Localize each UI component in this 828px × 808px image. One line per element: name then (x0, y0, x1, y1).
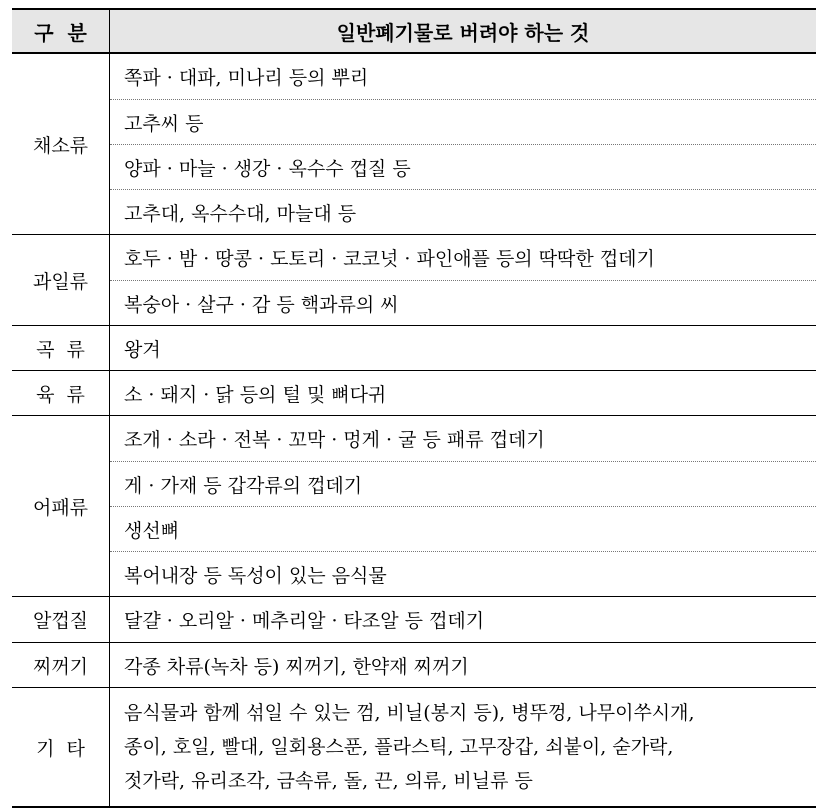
waste-classification-table (12, 8, 816, 808)
list-item: 복숭아 · 살구 · 감 등 핵과류의 씨 (110, 280, 816, 325)
category-label: 육 류 (12, 371, 110, 415)
category-row-seafood (12, 415, 816, 596)
category-label: 곡 류 (12, 326, 110, 370)
list-item: 조개 · 소라 · 전복 · 꼬막 · 멍게 · 굴 등 패류 껍데기 (124, 429, 545, 451)
category-label: 알껍질 (12, 597, 110, 642)
header-category: 구 분 (12, 10, 110, 52)
list-item: 게 · 가재 등 갑각류의 껍데기 (110, 461, 816, 506)
category-row-residue (12, 642, 816, 687)
paragraph-line: 종이, 호일, 빨대, 일회용스푼, 플라스틱, 고무장갑, 쇠붙이, 숟가락, (124, 736, 674, 758)
list-item: 호두 · 밤 · 땅콩 · 도토리 · 코코넛 · 파인애플 등의 딱딱한 껍데기 (124, 248, 655, 270)
category-row-meat (12, 370, 816, 415)
item-list (110, 54, 816, 234)
item-list (110, 643, 816, 687)
category-label: 과일류 (12, 235, 110, 325)
category-row-grains (12, 325, 816, 370)
list-item: 달걀 · 오리알 · 메추리알 · 타조알 등 껍데기 (124, 610, 485, 632)
list-item: 쪽파 · 대파, 미나리 등의 뿌리 (124, 67, 369, 89)
item-list (110, 326, 816, 370)
table-header-row (12, 10, 816, 53)
category-label: 기 타 (12, 688, 110, 806)
list-item: 소 · 돼지 · 닭 등의 털 및 뼈다귀 (124, 383, 387, 406)
list-item: 왕겨 (124, 338, 161, 361)
category-label: 어패류 (12, 416, 110, 596)
category-row-others (12, 687, 816, 806)
category-row-vegetables (12, 53, 816, 234)
list-item: 복어내장 등 독성이 있는 음식물 (110, 551, 816, 596)
item-list (110, 371, 816, 415)
list-item: 고추대, 옥수수대, 마늘대 등 (110, 189, 816, 234)
item-list (110, 416, 816, 596)
list-item: 양파 · 마늘 · 생강 · 옥수수 껍질 등 (110, 144, 816, 189)
paragraph-line: 음식물과 함께 섞일 수 있는 껌, 비닐(봉지 등), 병뚜껑, 나무이쑤시개, (124, 702, 695, 724)
item-list (110, 597, 816, 642)
list-item: 생선뼈 (110, 506, 816, 551)
category-row-eggshells (12, 596, 816, 642)
paragraph-line: 젓가락, 유리조각, 금속류, 돌, 끈, 의류, 비닐류 등 (124, 770, 533, 792)
list-item: 고추씨 등 (110, 99, 816, 144)
header-items: 일반폐기물로 버려야 하는 것 (336, 20, 590, 45)
category-label: 찌꺼기 (12, 643, 110, 687)
category-label: 채소류 (12, 54, 110, 234)
list-item: 각종 차류(녹차 등) 찌꺼기, 한약재 찌꺼기 (124, 655, 469, 678)
item-list (110, 235, 816, 325)
category-row-fruits (12, 234, 816, 325)
item-paragraph (110, 688, 816, 806)
